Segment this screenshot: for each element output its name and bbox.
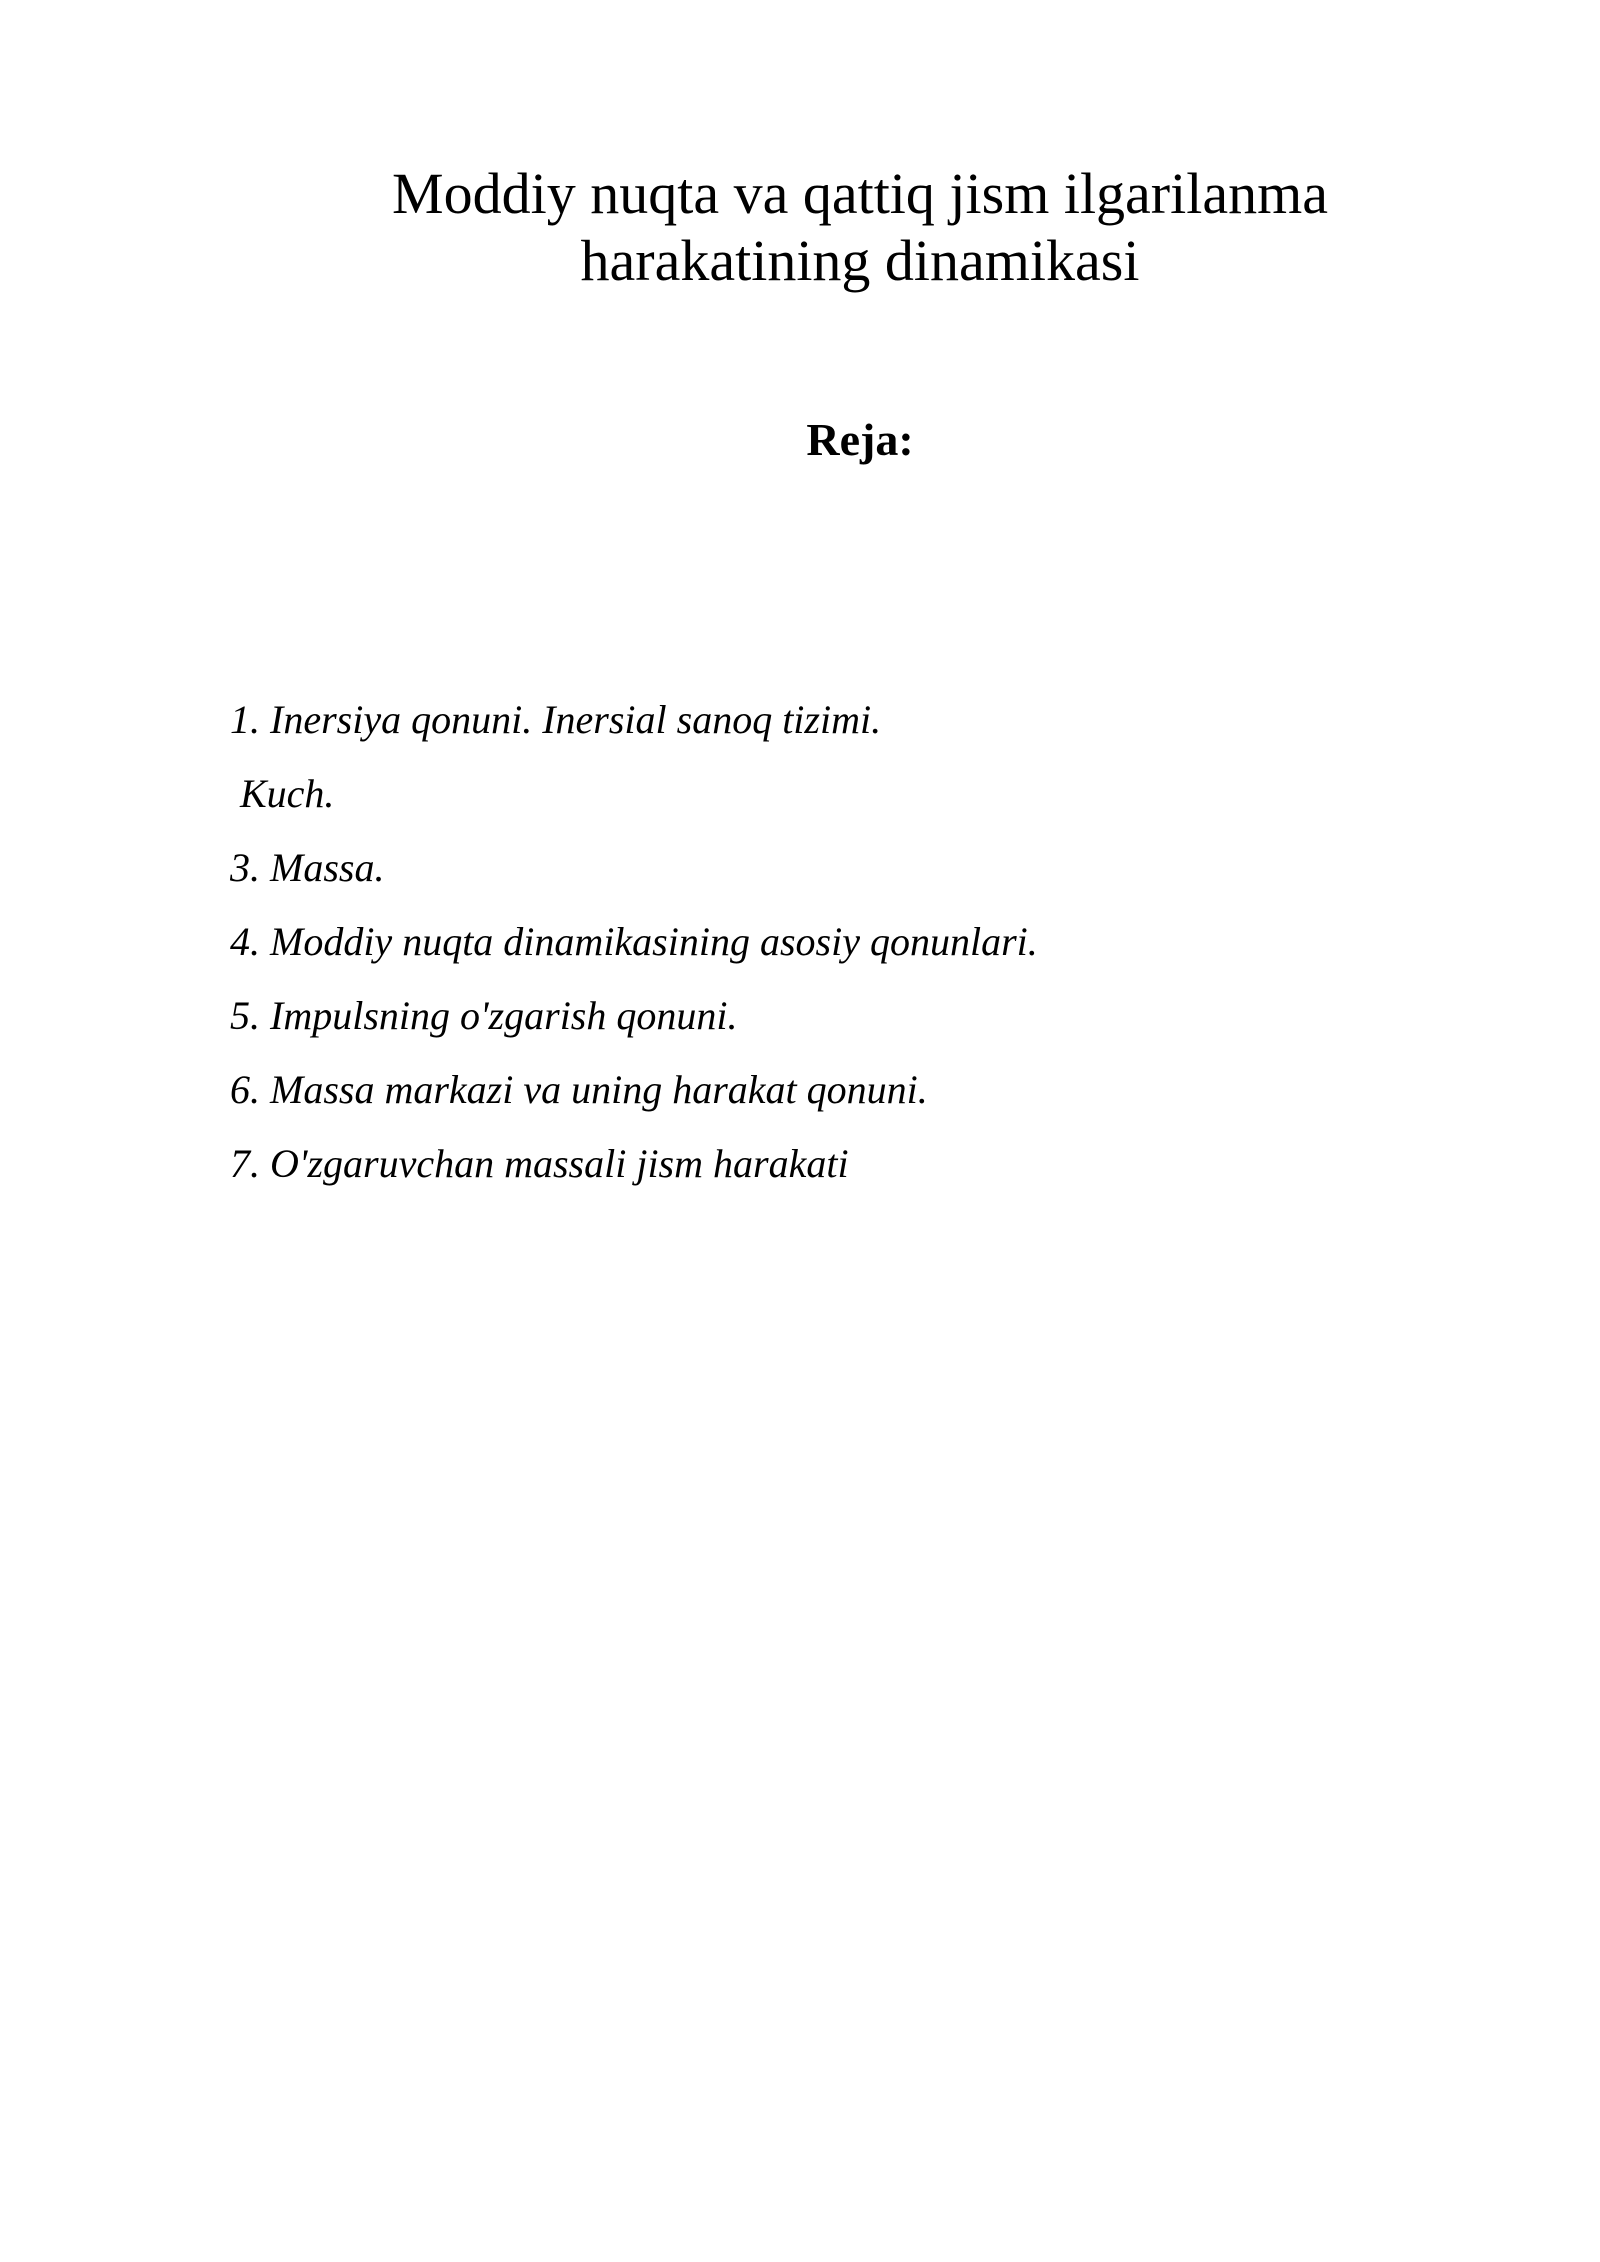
title-line-2: harakatining dinamikasi xyxy=(580,228,1140,293)
title-line-1: Moddiy nuqta va qattiq jism ilgarilanma xyxy=(392,161,1328,226)
plan-item: 1. Inersiya qonuni. Inersial sanoq tizimi. xyxy=(230,697,882,742)
plan-item: 6. Massa markazi va uning harakat qonuni. xyxy=(230,1067,928,1112)
plan-heading: Reja: xyxy=(806,414,914,465)
plan-list xyxy=(230,690,1430,1208)
document-title xyxy=(330,160,1390,294)
plan-item: Kuch. xyxy=(240,771,335,816)
plan-item: 3. Massa. xyxy=(230,845,385,890)
plan-item: 5. Impulsning o'zgarish qonuni. xyxy=(230,993,738,1038)
plan-item: 7. O'zgaruvchan massali jism harakati xyxy=(230,1141,849,1186)
plan-item: 4. Moddiy nuqta dinamikasining asosiy qonunlari. xyxy=(230,919,1038,964)
